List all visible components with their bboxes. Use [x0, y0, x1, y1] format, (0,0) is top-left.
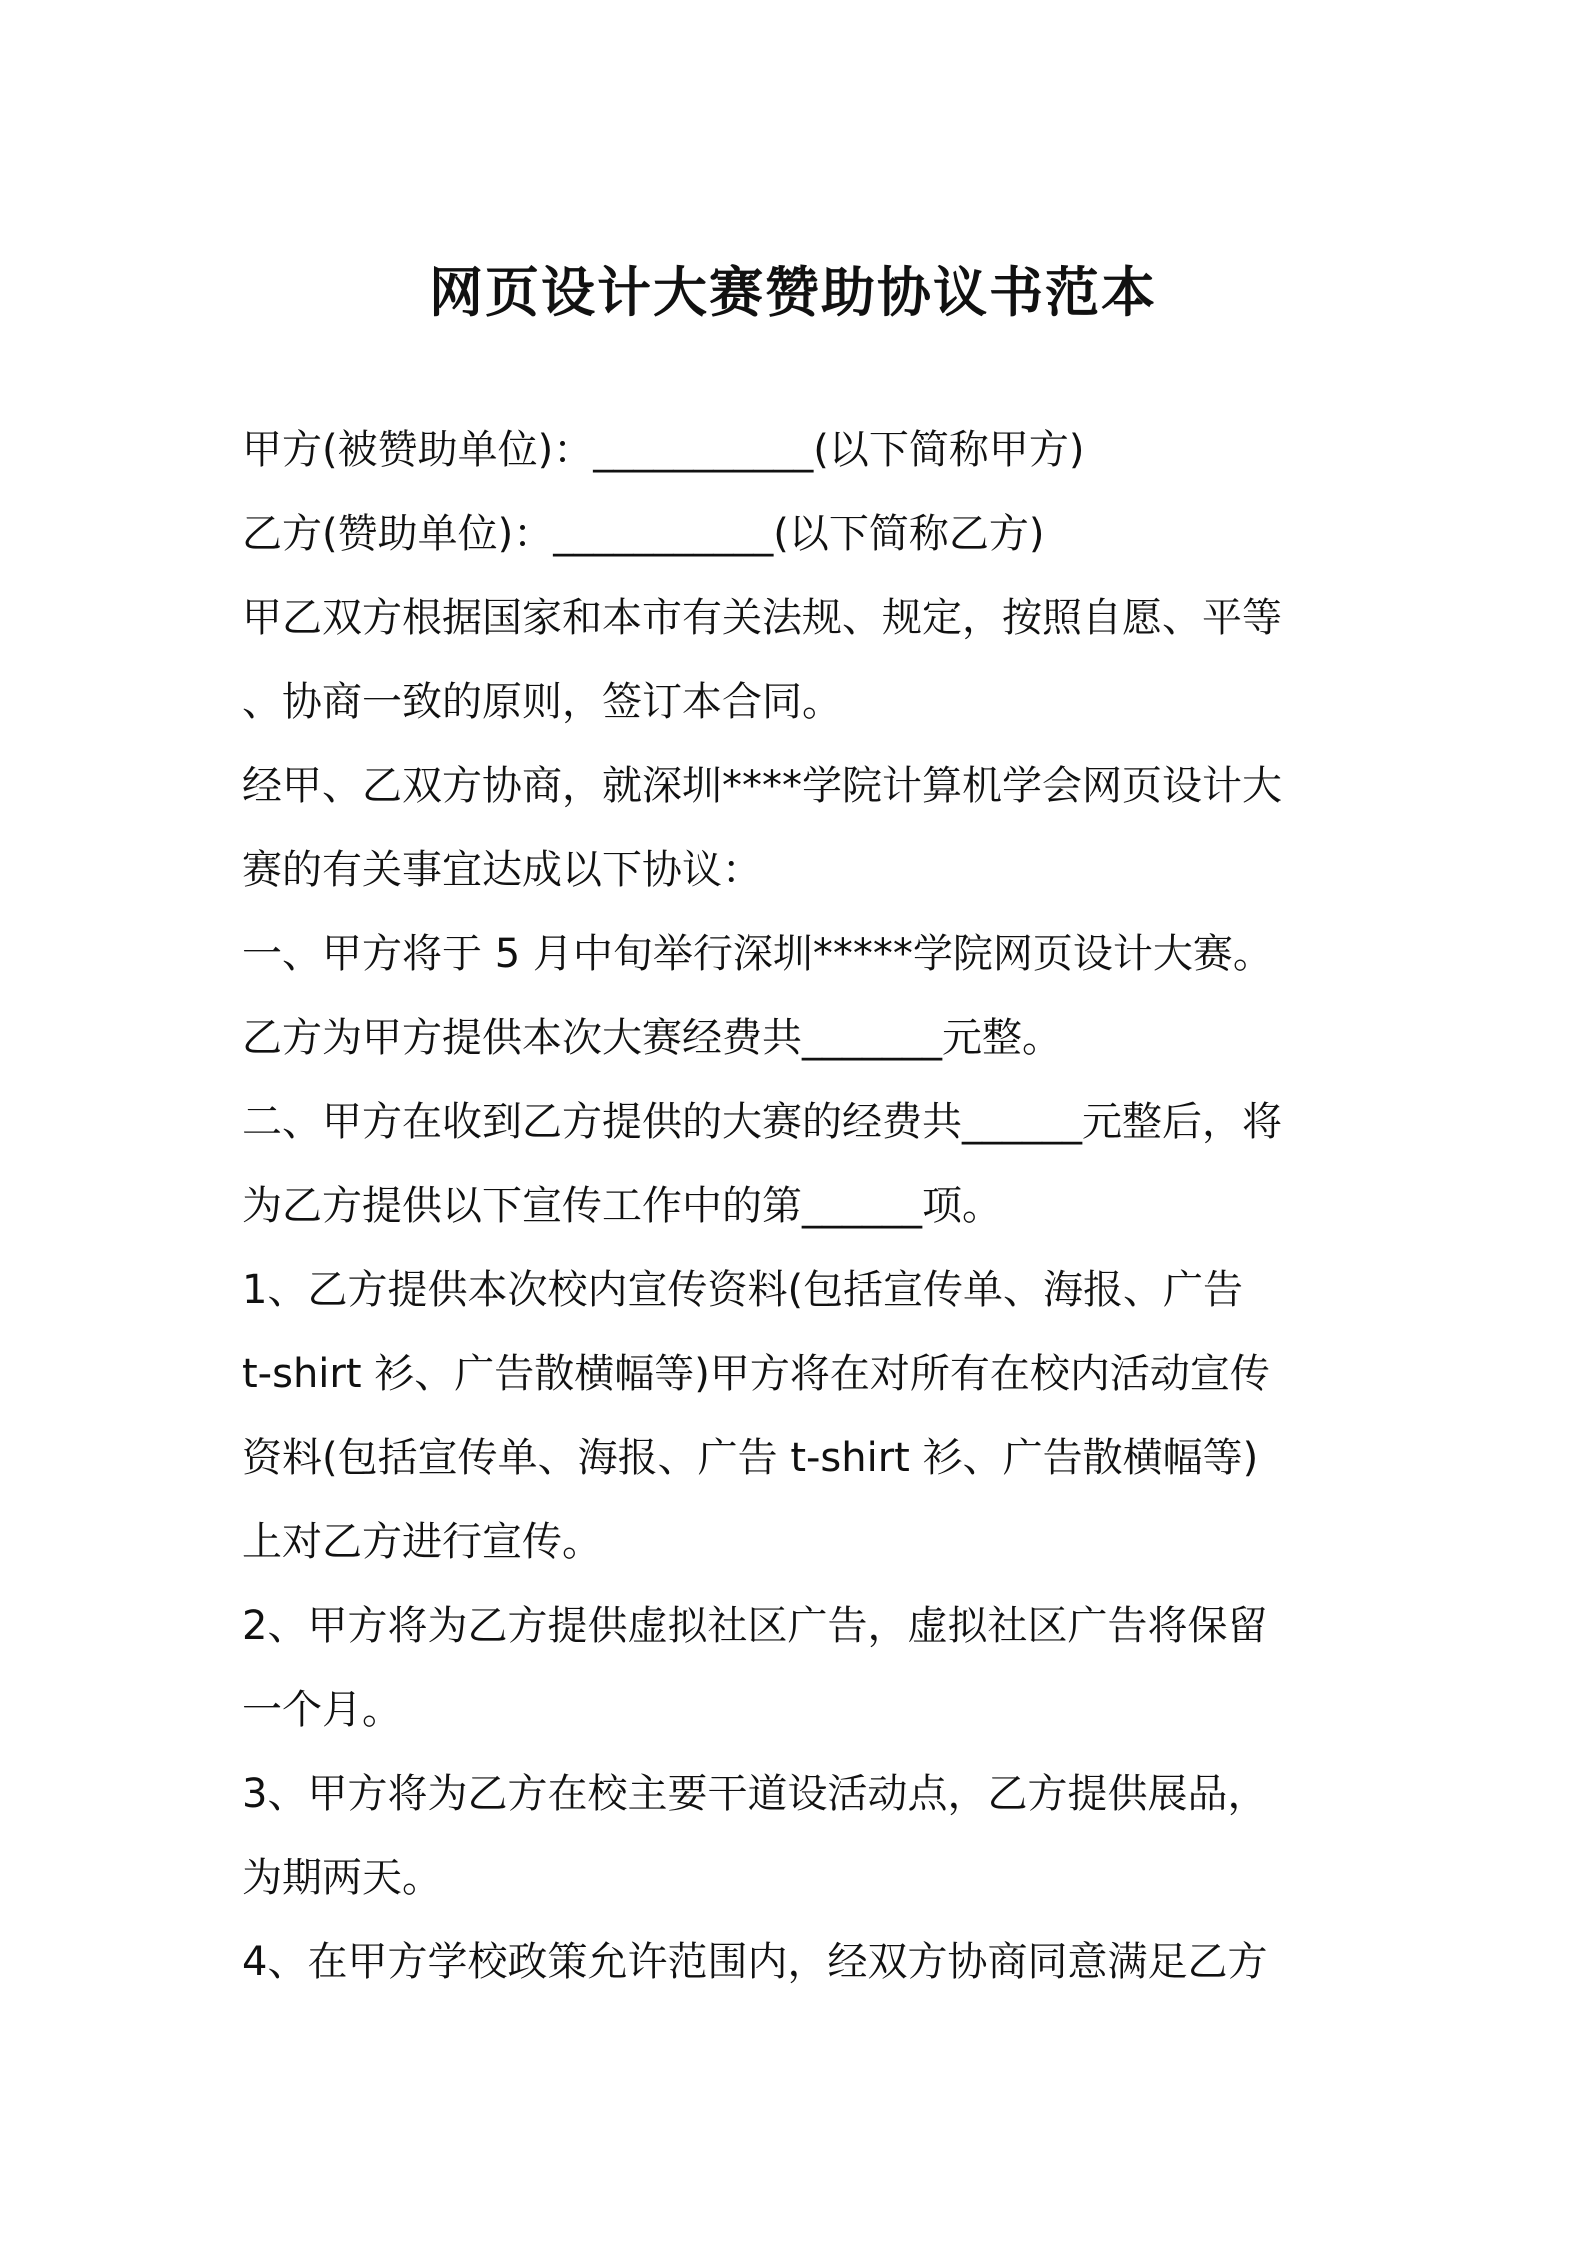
clause-2-line-1: 二、甲方在收到乙方提供的大赛的经费共______元整后，将: [242, 1099, 1282, 1145]
agreement-intro-line-2: 赛的有关事宜达成以下协议：: [242, 847, 762, 893]
item-1-line-3: 资料(包括宣传单、海报、广告 t-shirt 衫、广告散横幅等): [242, 1435, 1259, 1481]
item-1-line-1: 1、乙方提供本次校内宣传资料(包括宣传单、海报、广告: [242, 1267, 1244, 1313]
agreement-intro-line-1: 经甲、乙双方协商，就深圳****学院计算机学会网页设计大: [242, 763, 1282, 809]
item-2-line-2: 一个月。: [242, 1687, 402, 1733]
item-2-line-1: 2、甲方将为乙方提供虚拟社区广告，虚拟社区广告将保留: [242, 1603, 1268, 1649]
preamble-line-1: 甲乙双方根据国家和本市有关法规、规定，按照自愿、平等: [242, 595, 1282, 641]
document-body: [242, 408, 1362, 2004]
item-1-line-2: t-shirt 衫、广告散横幅等)甲方将在对所有在校内活动宣传: [242, 1351, 1270, 1397]
preamble-line-2: 、协商一致的原则，签订本合同。: [242, 679, 842, 725]
item-1-line-4: 上对乙方进行宣传。: [242, 1519, 602, 1565]
clause-1-line-2: 乙方为甲方提供本次大赛经费共_______元整。: [242, 1015, 1062, 1061]
clause-2-line-2: 为乙方提供以下宣传工作中的第______项。: [242, 1183, 1002, 1229]
party-b-line: 乙方(赞助单位)：___________(以下简称乙方): [242, 511, 1045, 557]
clause-1-line-1: 一、甲方将于 5 月中旬举行深圳*****学院网页设计大赛。: [242, 931, 1273, 977]
item-4-line-1: 4、在甲方学校政策允许范围内，经双方协商同意满足乙方: [242, 1939, 1268, 1985]
item-3-line-1: 3、甲方将为乙方在校主要干道设活动点，乙方提供展品，: [242, 1771, 1268, 1817]
item-3-line-2: 为期两天。: [242, 1855, 442, 1901]
party-a-line: 甲方(被赞助单位)：___________(以下简称甲方): [242, 427, 1085, 473]
document-title: 网页设计大赛赞助协议书范本: [429, 261, 1157, 324]
